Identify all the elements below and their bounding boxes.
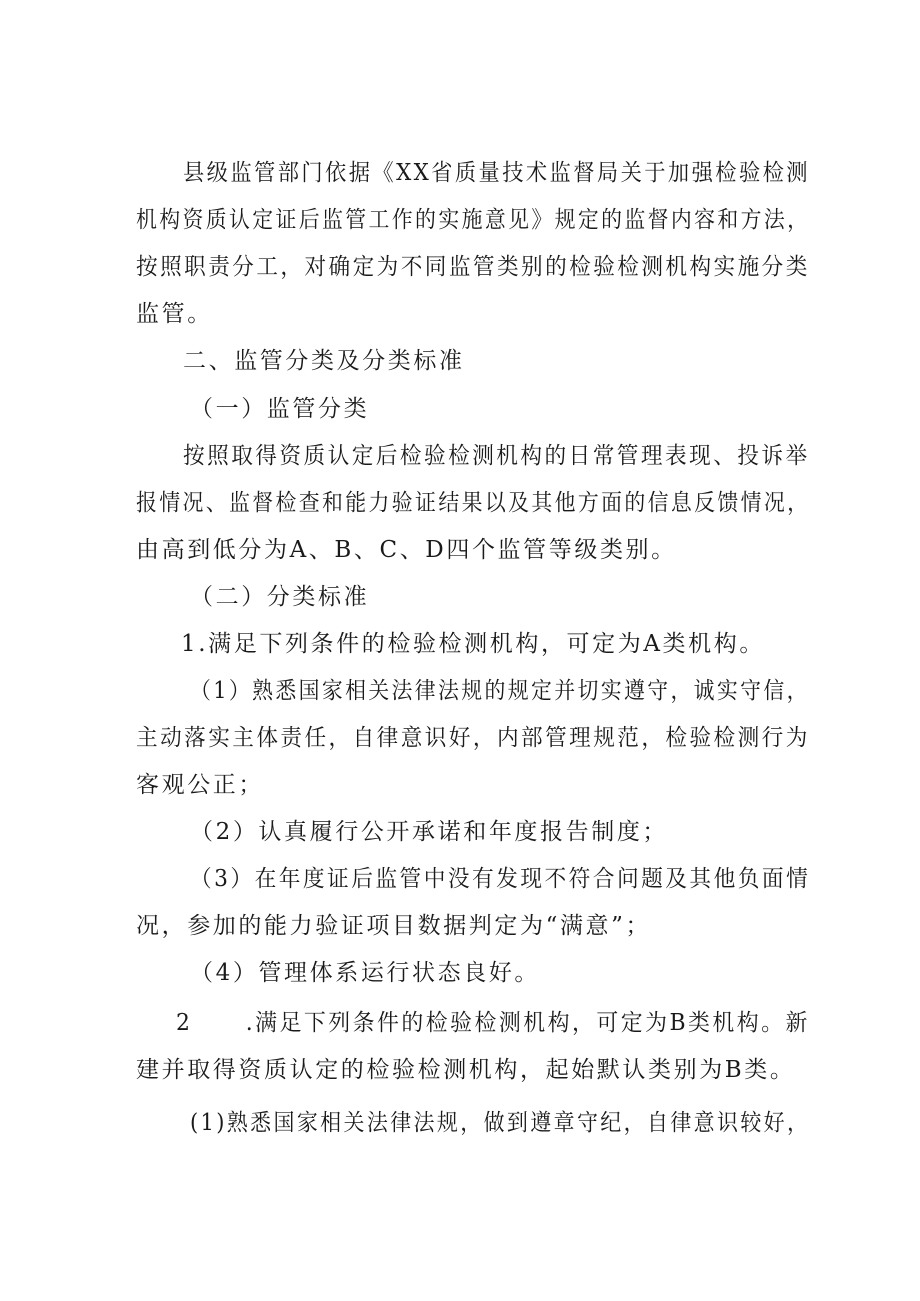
paragraph-1-line-3: 按照职责分工，对确定为不同监管类别的检验检测机构实施分类 — [136, 254, 810, 280]
list-item-2-number: 2 — [176, 1010, 193, 1036]
list-item-2-line-2: 建并取得资质认定的检验检测机构，起始默认类别为B类。 — [136, 1057, 796, 1083]
paragraph-2-line-1: 按照取得资质认定后检验检测机构的日常管理表现、投诉举 — [183, 443, 810, 469]
paragraph-1-line-4: 监管。 — [136, 301, 213, 327]
list-item-1-1-line-1: （1）熟悉国家相关法律法规的规定并切实遵守，诚实守信， — [190, 678, 810, 704]
list-item-1-4: （4）管理体系运行状态良好。 — [190, 960, 541, 986]
list-item-2-1: (1)熟悉国家相关法律法规，做到遵章守纪，自律意识较好， — [190, 1110, 811, 1136]
subsection-heading-2: （二）分类标准 — [190, 584, 370, 610]
paragraph-1-line-1: 县级监管部门依据《XX省质量技术监督局关于加强检验检测 — [183, 160, 810, 186]
list-item-2-line-1 — [176, 1008, 810, 1038]
list-item-1-1-line-2: 主动落实主体责任，自律意识好，内部管理规范，检验检测行为 — [136, 725, 810, 751]
list-item-1-3-line-2: 况，参加的能力验证项目数据判定为“满意”； — [136, 913, 652, 939]
paragraph-2-line-3: 由高到低分为A、B、C、D四个监管等级类别。 — [136, 537, 677, 563]
paragraph-1-line-2: 机构资质认定证后监管工作的实施意见》规定的监督内容和方法， — [136, 207, 811, 233]
section-heading-2: 二、监管分类及分类标准 — [183, 348, 465, 374]
list-item-1-2: （2）认真履行公开承诺和年度报告制度； — [190, 819, 669, 845]
subsection-heading-1: （一）监管分类 — [190, 396, 370, 422]
list-item-1: 1.满足下列条件的检验检测机构，可定为A类机构。 — [181, 631, 765, 657]
list-item-1-1-line-3: 客观公正； — [136, 772, 264, 798]
list-item-1-3-line-1: （3）在年度证后监管中没有发现不符合问题及其他负面情 — [190, 866, 811, 892]
list-item-2-text: .满足下列条件的检验检测机构，可定为B类机构。新 — [245, 1010, 810, 1036]
paragraph-2-line-2: 报情况、监督检查和能力验证结果以及其他方面的信息反馈情况， — [136, 490, 811, 516]
